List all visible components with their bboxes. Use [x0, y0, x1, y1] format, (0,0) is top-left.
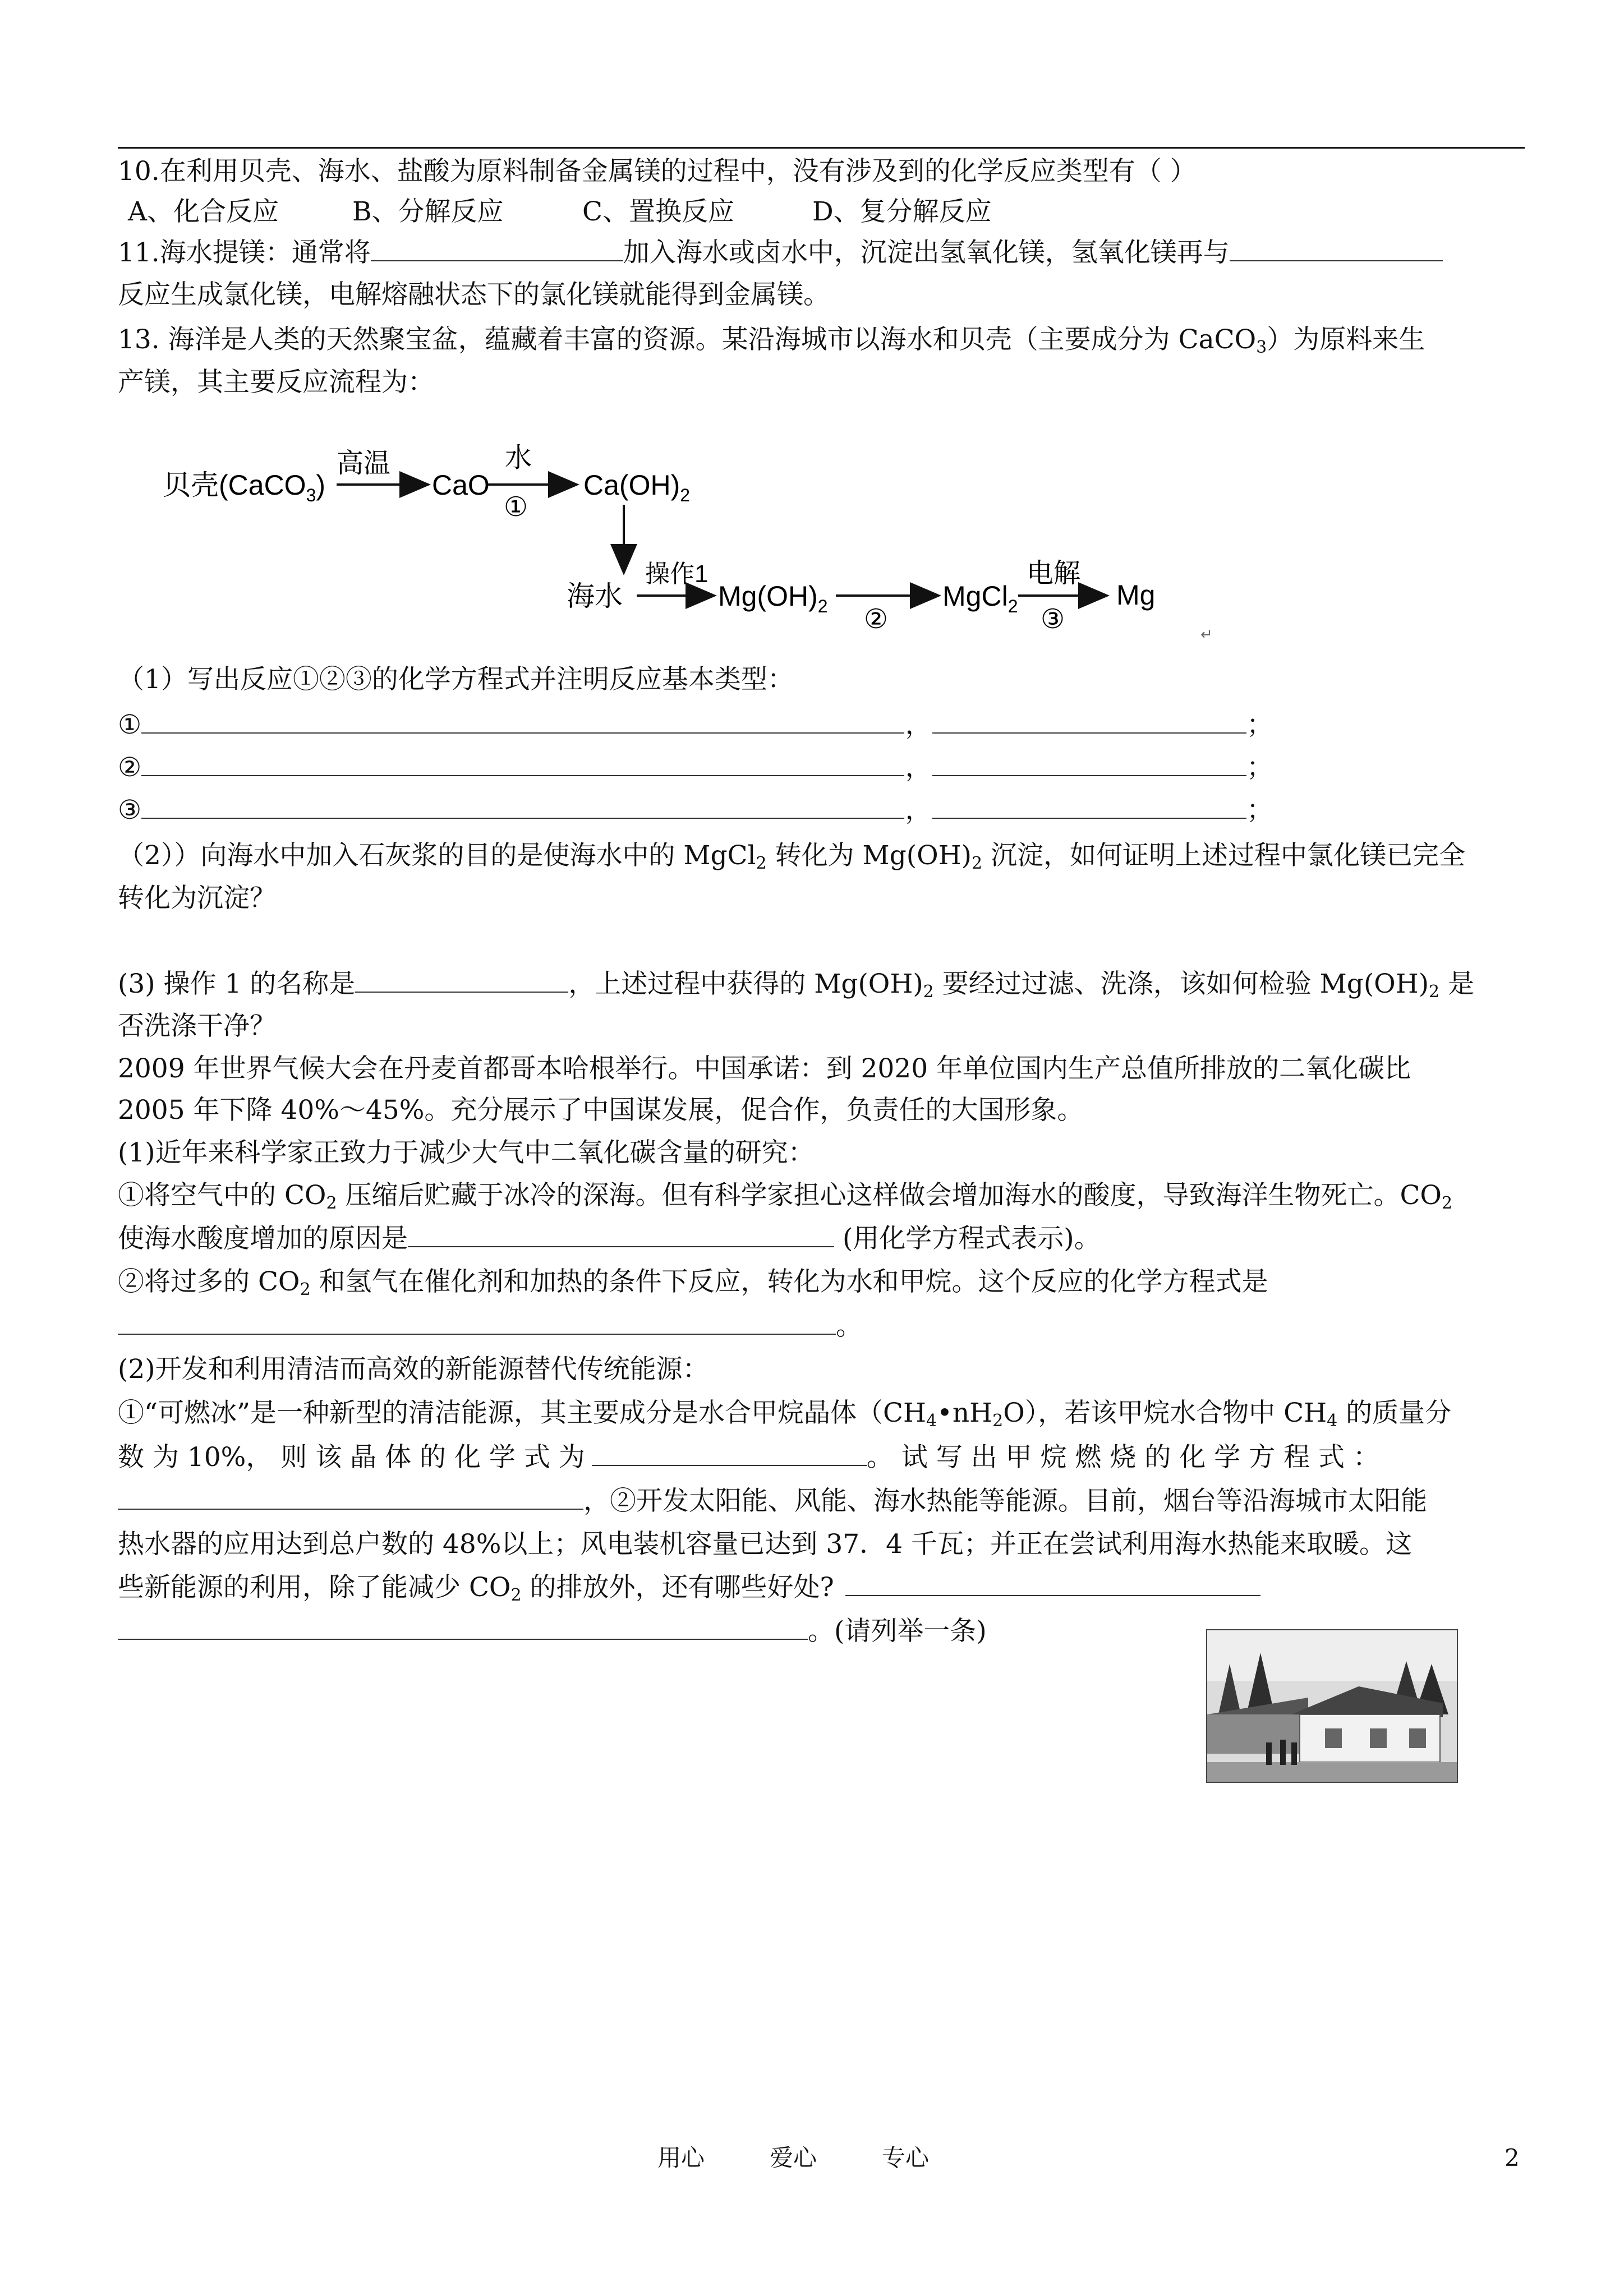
benefit-blank-2[interactable]	[118, 1614, 808, 1640]
comma-2: ，	[905, 752, 932, 783]
part1-heading: （1）写出反应①②③的化学方程式并注明反应基本类型：	[118, 664, 794, 695]
q10-options	[118, 195, 992, 229]
acidity-equation-blank[interactable]	[408, 1221, 834, 1247]
option-b: B、分解反应	[352, 196, 504, 227]
q13-line1	[118, 323, 1425, 357]
q13-line1-sub: 3	[1256, 338, 1267, 357]
footer-motto-3: 专心	[882, 2144, 930, 2171]
climate-l4-a: ①将空气中的 CO	[118, 1180, 326, 1211]
climate-l4-sub-a: 2	[326, 1193, 337, 1213]
flow-op1-label: 操作1	[645, 560, 709, 588]
part2-sub-b: 2	[971, 854, 983, 873]
climate-l13-sub: 2	[510, 1585, 522, 1605]
option-a: A、化合反应	[128, 196, 279, 227]
building-photo	[1206, 1629, 1458, 1783]
part3-sub-b: 2	[1429, 982, 1440, 1002]
flow-electrolysis-label: 电解	[1027, 559, 1081, 588]
climate-line-3: (1)近年来科学家正致力于减少大气中二氧化碳含量的研究：	[118, 1137, 815, 1168]
climate-l9-b: •nH	[937, 1398, 993, 1428]
flow-seawater: 海水	[567, 580, 623, 612]
climate-line-5	[118, 1221, 1101, 1255]
flow-cao: CaO	[432, 469, 490, 501]
climate-line-6	[118, 1265, 1268, 1299]
climate-l6-sub: 2	[300, 1280, 311, 1299]
q11-prefix: 11.海水提镁：通常将	[118, 237, 371, 268]
flow-mgoh2: $Mg(OH)_2$	[718, 580, 828, 616]
climate-l9-sub-a: 4	[926, 1411, 937, 1431]
flow-step-1: ①	[504, 492, 528, 522]
climate-l14-text: 。(请列举一条)	[808, 1616, 987, 1647]
q10-text: 10.在利用贝壳、海水、盐酸为原料制备金属镁的过程中，没有涉及到的化学反应类型有（ ）	[118, 156, 1197, 187]
combustion-equation-blank[interactable]	[118, 1484, 583, 1510]
semicolon-3: ；	[1246, 795, 1273, 826]
part3-text-a: (3) 操作 1 的名称是	[118, 969, 356, 999]
equation-blank-1[interactable]	[141, 708, 904, 734]
option-d: D、复分解反应	[812, 196, 992, 227]
footer-motto-1: 用心	[657, 2144, 705, 2171]
climate-line-10	[118, 1440, 1379, 1474]
q11-blank-1[interactable]	[371, 236, 623, 261]
reaction-type-blank-3[interactable]	[932, 793, 1246, 819]
part3-line2: 否洗涤干净？	[118, 1011, 276, 1041]
part2-sub-a: 2	[756, 854, 767, 873]
climate-line-11	[118, 1484, 1427, 1518]
flow-return-mark: ↵	[1200, 626, 1213, 643]
climate-l6-b: 和氢气在催化剂和加热的条件下反应，转化为水和甲烷。这个反应的化学方程式是	[310, 1266, 1268, 1297]
hydrate-formula-blank[interactable]	[592, 1440, 867, 1466]
climate-l13-a: 些新能源的利用，除了能减少 CO	[118, 1572, 511, 1603]
climate-line-7	[118, 1309, 862, 1343]
flow-step-2: ②	[864, 605, 889, 634]
reaction-type-blank-2[interactable]	[932, 750, 1246, 776]
climate-l9-sub-c: 4	[1327, 1411, 1338, 1431]
top-rule	[118, 147, 1525, 149]
q11-line2: 反应生成氯化镁，电解熔融状态下的氯化镁就能得到金属镁。	[118, 279, 830, 310]
footer-motto-2: 爱心	[770, 2144, 817, 2171]
climate-line-4	[118, 1179, 1452, 1212]
climate-l10-a: 数 为 10%， 则 该 晶 体 的 化 学 式 为	[118, 1442, 585, 1473]
part3-line1	[118, 967, 1474, 1001]
climate-line-8: (2)开发和利用清洁而高效的新能源替代传统能源：	[118, 1354, 709, 1385]
part2-text-a: （2））向海水中加入石灰浆的目的是使海水中的 MgCl	[118, 840, 756, 871]
option-c: C、置换反应	[582, 196, 734, 227]
q13-line1-end: ）为原料来生	[1267, 324, 1425, 355]
comma-3: ，	[905, 795, 932, 826]
flow-step-3: ③	[1041, 605, 1065, 634]
semicolon-2: ；	[1246, 752, 1273, 783]
part1-marker-2: ②	[118, 752, 142, 783]
part2-text-b: 转化为 Mg(OH)	[766, 840, 972, 871]
q11-line1	[118, 236, 1443, 269]
q11-mid: 加入海水或卤水中，沉淀出氢氧化镁，氢氧化镁再与	[623, 237, 1230, 268]
flow-water-label: 水	[505, 443, 532, 473]
part1-row-3	[118, 793, 1273, 827]
flow-high-temp-label: 高温	[337, 449, 391, 478]
methane-equation-blank[interactable]	[118, 1309, 836, 1335]
climate-line-13	[118, 1570, 1260, 1604]
climate-l4-b: 压缩后贮藏于冰冷的深海。但有科学家担心这样做会增加海水的酸度，导致海洋生物死亡。CO	[337, 1180, 1442, 1211]
equation-blank-3[interactable]	[141, 793, 904, 819]
climate-l6-a: ②将过多的 CO	[118, 1266, 300, 1297]
part1-row-2	[118, 750, 1273, 784]
flow-shell: 贝壳(CaCO$_3$)	[163, 469, 326, 505]
comma-1: ，	[905, 709, 932, 740]
part3-text-c: 要经过过滤、洗涤，该如何检验 Mg(OH)	[933, 969, 1429, 999]
q13-line1-text: 13. 海洋是人类的天然聚宝盆，蕴藏着丰富的资源。某沿海城市以海水和贝壳（主要成分为 CaCO	[118, 324, 1257, 355]
magnesium-production-flow-diagram	[151, 432, 1217, 645]
reaction-type-blank-1[interactable]	[932, 708, 1246, 734]
climate-l7-end: 。	[836, 1311, 862, 1341]
climate-line-2: 2005 年下降 40%～45%。充分展示了中国谋发展，促合作，负责任的大国形象。	[118, 1095, 1084, 1126]
flow-caoh2: $Ca(OH)_2$	[583, 469, 691, 505]
part3-sub-a: 2	[923, 982, 934, 1002]
flow-mgcl2: MgCl$_2$	[942, 580, 1018, 616]
climate-line-12: 热水器的应用达到总户数的 48%以上；风电装机容量已达到 37．4 千瓦；并正在尝试利用海水热能来取暖。这	[118, 1529, 1412, 1560]
semicolon-1: ；	[1246, 709, 1273, 740]
climate-line-9	[118, 1396, 1451, 1430]
part2-text-c: 沉淀，如何证明上述过程中氯化镁已完全	[982, 840, 1465, 871]
part2-line1	[118, 839, 1465, 873]
part3-text-b: ，上述过程中获得的 Mg(OH)	[568, 969, 923, 999]
part1-marker-1: ①	[118, 709, 142, 740]
climate-l9-a: ①“可燃冰”是一种新型的清洁能源，其主要成分是水合甲烷晶体（CH	[118, 1398, 927, 1428]
part3-text-d: 是	[1439, 969, 1475, 999]
climate-l9-d: 的质量分	[1337, 1398, 1452, 1428]
climate-l9-c: O），若该甲烷水合物中 CH	[1003, 1398, 1327, 1428]
flow-mg: Mg	[1116, 579, 1156, 611]
q11-blank-2[interactable]	[1230, 236, 1443, 261]
part1-row-1	[118, 708, 1273, 741]
part2-line2: 转化为沉淀？	[118, 883, 276, 914]
climate-l9-sub-b: 2	[992, 1411, 1004, 1431]
climate-l11-text: ，②开发太阳能、风能、海水热能等能源。目前，烟台等沿海城市太阳能	[583, 1486, 1427, 1516]
climate-line-1: 2009 年世界气候大会在丹麦首都哥本哈根举行。中国承诺：到 2020 年单位国内生产总值所排放的二氧化碳比	[118, 1053, 1411, 1084]
climate-l5-a: 使海水酸度增加的原因是	[118, 1223, 408, 1254]
climate-l10-b: 。 试 写 出 甲 烷 燃 烧 的 化 学 方 程 式 ：	[866, 1442, 1379, 1473]
part1-marker-3: ③	[118, 795, 142, 826]
operation-name-blank[interactable]	[355, 967, 568, 993]
benefit-blank-1[interactable]	[845, 1570, 1260, 1596]
climate-l13-b: 的排放外，还有哪些好处?	[521, 1572, 834, 1603]
climate-l4-sub-b: 2	[1441, 1193, 1453, 1213]
page-number: 2	[1505, 2144, 1520, 2171]
q13-line2: 产镁，其主要反应流程为：	[118, 367, 434, 398]
climate-line-14	[118, 1614, 987, 1648]
equation-blank-2[interactable]	[141, 750, 904, 776]
climate-l5-b: (用化学方程式表示)。	[834, 1223, 1101, 1254]
